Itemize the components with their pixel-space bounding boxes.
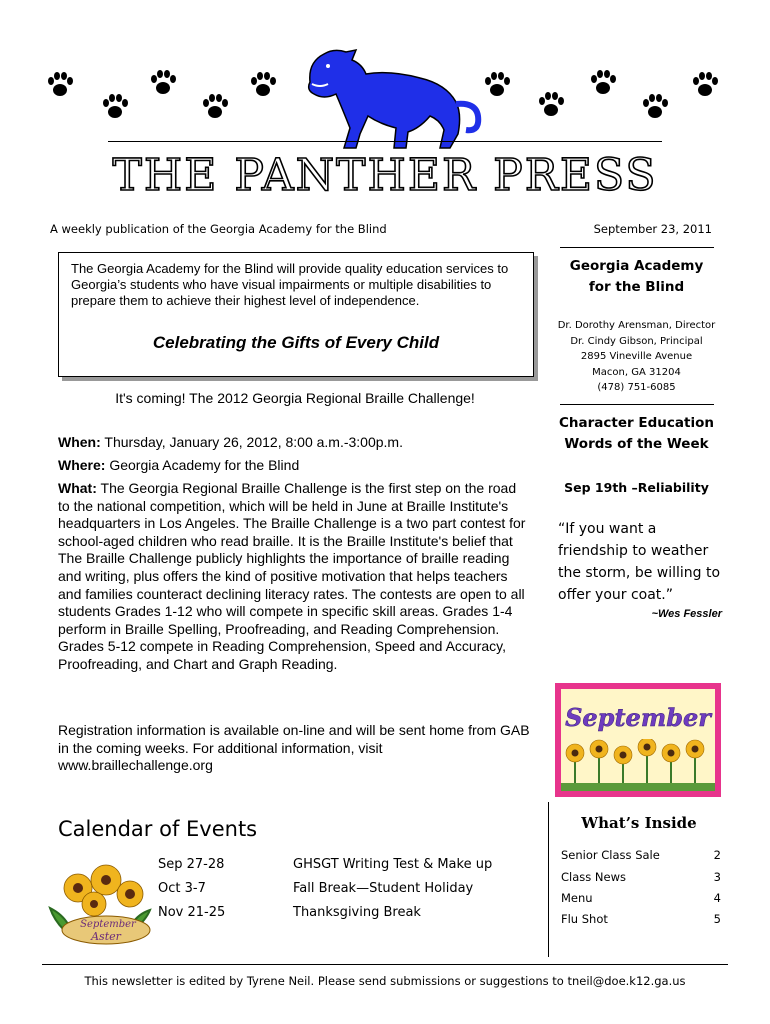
school-street: 2895 Vineville Avenue bbox=[580, 351, 693, 362]
paw-print-icon bbox=[536, 90, 566, 120]
article-what bbox=[58, 480, 530, 674]
mission-slogan: Celebrating the Gifts of Every Child bbox=[152, 333, 440, 352]
calendar-date: Sep 27-28 bbox=[158, 857, 225, 872]
september-word: September bbox=[565, 703, 711, 732]
what-value: The Georgia Regional Braille Challenge is the first step on the road to the national competition, which will be held in June at Braille Institute's headquarters in Los Angeles. The Braille Challenge is a two part contest for school-aged children who read braille. It is the Braille Institute's belief that The Braille Challenge publicly highlights the importance of braille reading and writing, plus offers the kind of positive motivation that helps teachers and families counteract declining literacy rates. The contests are open to all students Grades 1-12 who will compete in specific skill areas. Grades 1-4 perform in Braille Spelling, Proofreading, and Reading Comprehension. Grades 5-12 compete in Reading Comprehension, Speed and Accuracy, Proofreading, and Chart and Graph Reading. bbox=[58, 480, 526, 672]
calendar-title: Calendar of Events bbox=[58, 817, 258, 841]
calendar-event: GHSGT Writing Test & Make up bbox=[293, 857, 493, 872]
paw-print-icon bbox=[588, 68, 618, 98]
school-city: Macon, GA 31204 bbox=[592, 367, 681, 378]
contents-item bbox=[561, 912, 721, 926]
when-label: When: bbox=[58, 434, 101, 450]
what-label: What: bbox=[58, 480, 97, 496]
mission-statement: The Georgia Academy for the Blind will provide quality education services to Georgia’s students who have visual impairments or multiple disabilities to prepare them to achieve their highest level of independence. bbox=[71, 261, 509, 308]
article-registration: Registration information is available on-line and will be sent home from GAB in the coming weeks. For additional information, visit www.braillechallenge.org bbox=[58, 722, 530, 774]
paw-print-icon bbox=[640, 92, 670, 122]
paw-print-icon bbox=[100, 92, 130, 122]
paw-print-icon bbox=[45, 70, 75, 100]
word-of-week: Sep 19th –Reliability bbox=[564, 480, 709, 495]
contents-item-label: Menu bbox=[561, 891, 593, 905]
weekly-quote: “If you want a friendship to weather the storm, be willing to offer your coat.” bbox=[558, 521, 721, 603]
aster-flower-graphic bbox=[44, 860, 156, 952]
sunflower-row-icon bbox=[561, 739, 715, 791]
contents-item bbox=[561, 848, 721, 862]
contents-item bbox=[561, 870, 721, 884]
article-headline: It's coming! The 2012 Georgia Regional Braille Challenge! bbox=[115, 390, 475, 406]
where-value: Georgia Academy for the Blind bbox=[109, 457, 300, 473]
contents-item-page: 5 bbox=[713, 912, 721, 926]
article-where bbox=[58, 457, 530, 475]
school-name-line1: Georgia Academy bbox=[569, 258, 704, 274]
newsletter-title: THE PANTHER PRESS bbox=[112, 150, 658, 201]
contents-item-page: 3 bbox=[713, 870, 721, 884]
contents-item-page: 4 bbox=[713, 891, 721, 905]
where-label: Where: bbox=[58, 457, 106, 473]
paw-print-icon bbox=[690, 70, 720, 100]
article-when bbox=[58, 434, 530, 452]
quote-author: ~Wes Fessler bbox=[651, 608, 722, 620]
calendar-date: Oct 3-7 bbox=[158, 881, 206, 896]
footer-note: This newsletter is edited by Tyrene Neil. Please send submissions or suggestions to tneil@doe.k12.ga.us bbox=[84, 974, 686, 988]
calendar-event: Thanksgiving Break bbox=[293, 905, 421, 920]
contents-item-page: 2 bbox=[713, 848, 721, 862]
contents-item-label: Class News bbox=[561, 870, 626, 884]
whats-inside-title: What’s Inside bbox=[581, 814, 697, 832]
aster-label-2: Aster bbox=[91, 930, 121, 943]
aster-label-1: September bbox=[80, 919, 136, 930]
paw-print-icon bbox=[200, 92, 230, 122]
masthead-rule bbox=[108, 141, 662, 142]
school-phone: (478) 751-6085 bbox=[597, 382, 676, 393]
panther-logo bbox=[290, 42, 490, 150]
mission-box bbox=[58, 252, 534, 377]
paw-print-icon bbox=[248, 70, 278, 100]
september-graphic bbox=[555, 683, 721, 797]
whats-inside-box bbox=[548, 802, 729, 957]
paw-print-icon bbox=[148, 68, 178, 98]
footer-rule bbox=[42, 964, 728, 965]
contents-item-label: Flu Shot bbox=[561, 912, 608, 926]
when-value: Thursday, January 26, 2012, 8:00 a.m.-3:00p.m. bbox=[104, 434, 403, 450]
principal-name: Dr. Cindy Gibson, Principal bbox=[570, 336, 703, 347]
contents-item bbox=[561, 891, 721, 905]
character-education-heading-2: Words of the Week bbox=[564, 436, 709, 452]
calendar-date: Nov 21-25 bbox=[158, 905, 226, 920]
calendar-event: Fall Break—Student Holiday bbox=[293, 881, 474, 896]
school-name-line2: for the Blind bbox=[588, 279, 685, 295]
sidebar-rule bbox=[560, 404, 714, 405]
sidebar-rule bbox=[560, 247, 714, 248]
character-education-heading-1: Character Education bbox=[559, 415, 714, 431]
contents-item-label: Senior Class Sale bbox=[561, 848, 660, 862]
publication-subtitle: A weekly publication of the Georgia Academy for the Blind bbox=[50, 222, 387, 236]
issue-date: September 23, 2011 bbox=[593, 222, 712, 236]
director-name: Dr. Dorothy Arensman, Director bbox=[557, 320, 716, 331]
